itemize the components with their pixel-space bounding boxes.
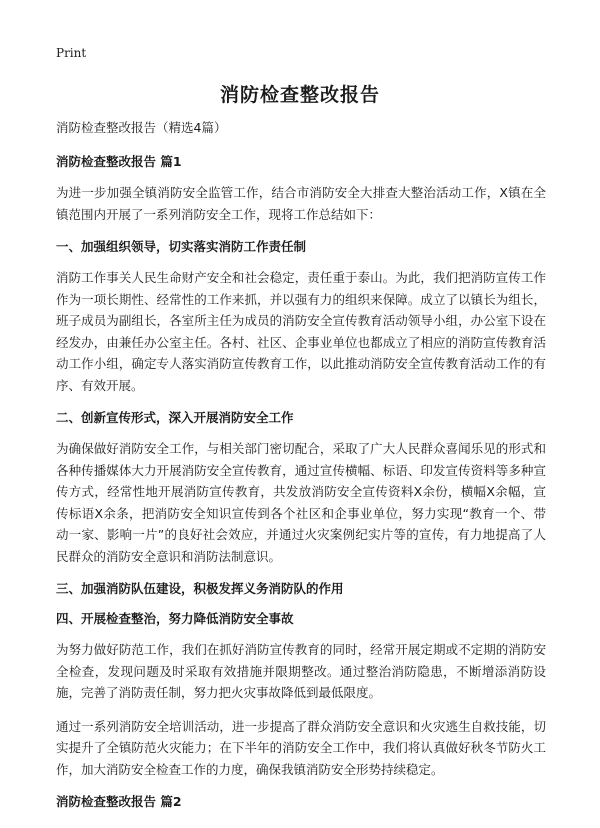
section-2-heading: 二、创新宣传形式，深入开展消防安全工作: [56, 410, 294, 425]
section-1-paragraph: 消防工作事关人民生命财产安全和社会稳定，责任重于泰山。为此，我们把消防宣传工作作为一项长期性、经常性的工作来抓，并以强有力的组织来保障。成立了以镇长为组长，班子成员为副组长，各室所主任为成员的消防安全宣传教育活动领导小组，办公室下设在经发办，由兼任办公室主任。各村、社区、企事业单位也都成立了相应的消防宣传教育活动工作小组，确定专人落实消防宣传教育工作，以此推动消防安全宣传教育活动工作的有序、有效开展。: [56, 270, 546, 393]
article-2-heading: 消防检查整改报告 篇2: [56, 794, 182, 809]
section-1-heading: 一、加强组织领导，切实落实消防工作责任制: [56, 239, 307, 254]
article-1-heading: 消防检查整改报告 篇1: [56, 154, 182, 169]
page-title: 消防检查整改报告: [219, 84, 380, 106]
print-label: Print: [56, 46, 87, 60]
section-4-paragraph-2: 通过一系列消防安全培训活动，进一步提高了群众消防安全意识和火灾逃生自救技能，切实提升了全镇防范火灾能力；在下半年的消防安全工作中，我们将认真做好秋冬节防火工作，加大消防安全检查工作的力度，确保我镇消防安全形势持续稳定。: [56, 718, 546, 777]
section-4-heading: 四、开展检查整治，努力降低消防安全事故: [56, 611, 294, 626]
document-body: [56, 118, 546, 822]
section-3-heading: 三、加强消防队伍建设，积极发挥义务消防队的作用: [56, 581, 344, 596]
section-4-paragraph-1: 为努力做好防范工作，我们在抓好消防宣传教育的同时，经常开展定期或不定期的消防安全检查，发现问题及时采取有效措施并限期整改。通过整治消防隐患，不断增添消防设施，完善了消防责任制，努力把火灾事故降低到最低限度。: [56, 642, 546, 700]
document-subtitle: 消防检查整改报告（精选4篇）: [56, 120, 227, 135]
section-2-paragraph: 为确保做好消防安全工作，与相关部门密切配合，采取了广大人民群众喜闻乐见的形式和各种传播媒体大力开展消防安全宣传教育，通过宣传横幅、标语、印发宣传资料等多种宣传方式，经常性地开展消防宣传教育，共发放消防安全宣传资料X余份，横幅X余幅，宣传标语X余条，把消防安全知识宣传到各个社区和企事业单位，努力实现“教育一个、带动一家、影响一片”的良好社会效应，并通过火灾案例纪实片等的宣传，有力地提高了人民群众的消防安全意识和消防法制意识。: [56, 441, 546, 564]
intro-paragraph: 为进一步加强全镇消防安全监管工作，结合市消防安全大排查大整治活动工作，X镇在全镇范围内开展了一系列消防安全工作，现将工作总结如下：: [56, 185, 546, 222]
